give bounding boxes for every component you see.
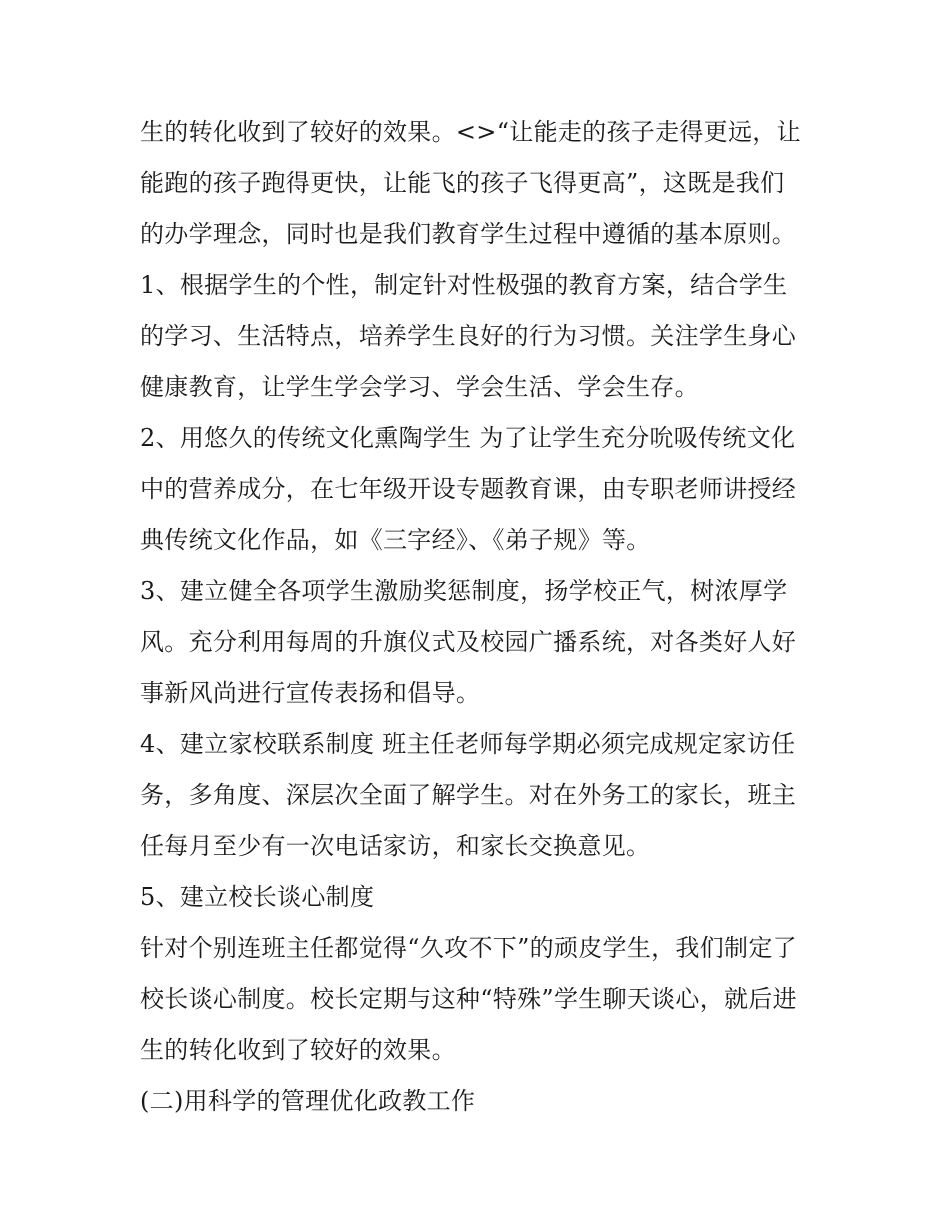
text-line: 事新风尚进行宣传表扬和倡导。	[140, 679, 481, 707]
text-line: 1、根据学生的个性，制定针对性极强的教育方案，结合学生	[140, 271, 788, 299]
text-line: 2、用悠久的传统文化熏陶学生 为了让学生充分吮吸传统文化	[140, 424, 796, 452]
text-line: 针对个别连班主任都觉得“久攻不下”的顽皮学生，我们制定了	[140, 934, 797, 962]
text-line: (二)用科学的管理优化政教工作	[140, 1087, 476, 1115]
section-heading	[140, 1076, 820, 1127]
text-line: 务，多角度、深层次全面了解学生。对在外务工的家长，班主	[140, 781, 797, 809]
paragraph-item-4	[140, 719, 820, 872]
text-line: 任每月至少有一次电话家访，和家长交换意见。	[140, 832, 651, 860]
text-line: 4、建立家校联系制度 班主任老师每学期必须完成规定家访任	[140, 730, 796, 758]
paragraph-item-5-body	[140, 923, 820, 1076]
document-body	[140, 107, 820, 1127]
text-line: 能跑的孩子跑得更快，让能飞的孩子飞得更高”，这既是我们	[140, 169, 785, 197]
text-line: 风。充分利用每周的升旗仪式及校园广播系统，对各类好人好	[140, 628, 797, 656]
text-line: 的学习、生活特点，培养学生良好的行为习惯。关注学生身心	[140, 322, 797, 350]
paragraph-item-5-heading	[140, 872, 820, 923]
text-line: 生的转化收到了较好的效果。	[140, 1036, 456, 1064]
text-line: 生的转化收到了较好的效果。<>“让能走的孩子走得更远，让	[140, 118, 801, 146]
text-line: 中的营养成分，在七年级开设专题教育课，由专职老师讲授经	[140, 475, 797, 503]
text-line: 的办学理念，同时也是我们教育学生过程中遵循的基本原则。	[140, 220, 797, 248]
paragraph-item-3	[140, 566, 820, 719]
text-line: 健康教育，让学生学会学习、学会生活、学会生存。	[140, 373, 699, 401]
paragraph-intro	[140, 107, 820, 260]
text-line: 典传统文化作品，如《三字经》、《弟子规》等。	[140, 526, 651, 554]
paragraph-item-2	[140, 413, 820, 566]
text-line: 5、建立校长谈心制度	[140, 883, 375, 911]
text-line: 校长谈心制度。校长定期与这种“特殊”学生聊天谈心，就后进	[140, 985, 797, 1013]
text-line: 3、建立健全各项学生激励奖惩制度，扬学校正气，树浓厚学	[140, 577, 788, 605]
paragraph-item-1	[140, 260, 820, 413]
